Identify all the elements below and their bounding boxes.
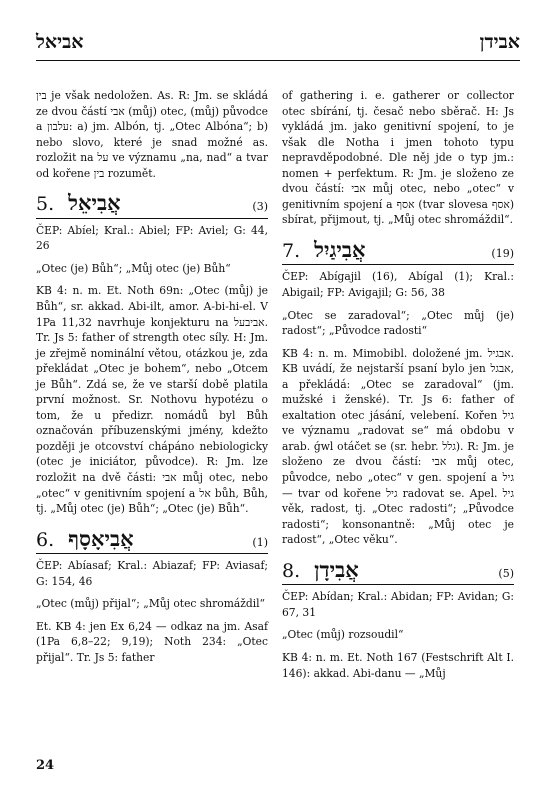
entry-body: KB 4: n. m. Mimobibl. doložené jm. אבגיל. KB uvádí, že nejstarší psaní bylo jen אבגל, a překládá: „Otec se zaradoval“ (jm. mužské i ženské). Tr. Js 6: father of exaltation otec jásání, velebení. Kořen גיל ve významu „radovat se“ má obdobu v arab. ǵwl otáčet se (sr. hebr. גלל). R: Jm. je složeno ze dvou částí: אבי můj otec, původce, nebo „otec“ v gen. spojení a גיל — tvar od kořene גיל radovat se. Apel. גיל věk, radost, tj. „Otec radosti“; „Původce radosti“; konsonantně: „Můj otec je radost“, „Otec věku“.: [282, 346, 514, 547]
continued-paragraph: בין je však nedoložen. As. R: Jm. se skládá ze dvou částí אבי (můj) otec, (můj) původce a עלבון: a) jm. Albón, tj. „Otec Albóna“; b) nebo slovo, které je snad možné as. rozložit na על ve významu „na, nad“ a tvar od kořene בין rozumět.: [36, 89, 268, 180]
entry-number: 5.: [36, 193, 55, 216]
entry-number: 7.: [282, 239, 301, 262]
entry-gloss: „Otec (je) Bůh“; „Můj otec (je) Bůh“: [36, 261, 231, 275]
entry-body: Et. KB 4: jen Ex 6,24 — odkaz na jm. Asaf (1Pa 6,8–22; 9,19); Noth 234: „Otec přijal“. Tr. Js 5: father: [36, 619, 268, 664]
entry-gloss: „Otec (můj) rozsoudil“: [282, 628, 404, 642]
entry-gloss: „Otec se zaradoval“; „Otec můj (je) radost“; „Původce radosti“: [282, 308, 514, 338]
entry-hebrew-lemma: אֲבִיגַיִל: [314, 236, 366, 262]
entry-number: 6.: [36, 528, 55, 551]
entry-heading-7: [282, 238, 514, 266]
entry-hebrew-lemma: אֲבִיאָסָף: [68, 525, 134, 551]
entry-body: KB 4: n. m. Et. Noth 167 (Festschrift Alt I. 146): akkad. Abi-danu — „Můj: [282, 650, 514, 680]
entry-heading-5: [36, 191, 268, 219]
entry-forms: ČEP: Abídan; Kral.: Abidan; FP: Avidan; G: 67, 31: [282, 590, 514, 619]
left-column: [36, 88, 268, 675]
entry-gloss: „Otec (můj) přijal“; „Můj otec shromáždil“: [36, 597, 266, 611]
entry-forms: ČEP: Abígajil (16), Abígal (1); Kral.: Abigail; FP: Avigajil; G: 56, 38: [282, 270, 514, 300]
entry-hebrew-lemma: אֲבִיאֵל: [68, 190, 121, 216]
entry-body: KB 4: n. m. Et. Noth 69n: „Otec (můj) je Bůh“, sr. akkad. Abi-ilt, amor. A-bi-hi-el. V 1Pa 11,32 navrhuje konjekturu na אביבעל. Tr. Js 5: father of strength otec síly. H: Jm. je zřejmě nominální větou, otázkou je, zda překládat „Otec je bohem“, nebo „Otcem je Bůh“. Zdá se, že ve starší době platila první možnost. Sr. Nothovu hypotézu o tom, že u předizr. nomádů byl Bůh označován příbuzenskými jmény, kdežto později je otcovství chápáno nebiologicky (otec je iniciátor, původce). R: Jm. lze rozložit na dvě části: אבי můj otec, nebo „otec“ v genitivním spojení a אל bůh, Bůh, tj. „Můj otec (je) Bůh“; „Otec (je) Bůh“.: [36, 284, 268, 516]
entry-forms: ČEP: Abíasaf; Kral.: Abiazaf; FP: Aviasaf; G: 154, 46: [36, 559, 268, 588]
running-header: [36, 24, 520, 61]
right-column: [282, 88, 514, 690]
entry-heading-8: [282, 558, 514, 586]
entry-heading-6: [36, 527, 268, 555]
entry-occurrence-count: (3): [252, 200, 268, 214]
entry-forms: ČEP: Abíel; Kral.: Abiel; FP: Aviel; G: 44, 26: [36, 223, 268, 253]
page-number: 24: [36, 758, 55, 773]
entry-number: 8.: [282, 559, 301, 582]
header-left-word: אביאל: [36, 31, 84, 53]
entry-hebrew-lemma: אֲבִידָן: [314, 556, 359, 582]
entry-occurrence-count: (1): [252, 535, 268, 549]
entry-occurrence-count: (19): [491, 246, 514, 260]
entry-occurrence-count: (5): [498, 566, 514, 580]
header-right-word: אבידן: [479, 31, 520, 53]
continued-paragraph: of gathering i. e. gatherer or collector otec sbírání, tj. česač nebo sběrač. H: Js vykládá jm. jako genitivní spojení, to je však dle Notha i jmen tohoto typu nepravděpodobné. Dle něj jde o typ jm.: nomen + perfektum. R: Jm. je složeno ze dvou částí: אבי můj otec, nebo „otec“ v genitivním spojení a אסף (tvar slovesa אסף) sbírat, přijmout, tj. „Můj otec shromáždil“.: [282, 89, 515, 227]
